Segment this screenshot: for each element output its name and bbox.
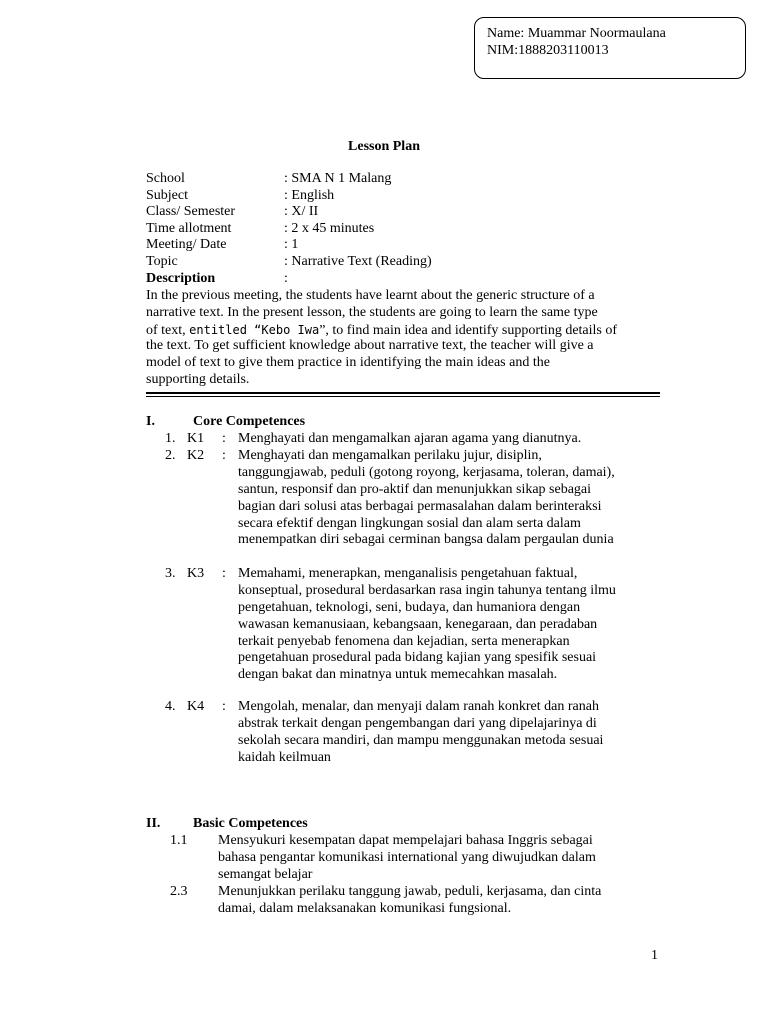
item-code: K1 [187, 431, 205, 446]
text-line: sekolah secara mandiri, dan mampu menggunakan metoda sesuai [238, 732, 604, 748]
item-text [238, 699, 668, 767]
item-text [238, 431, 668, 448]
text-line: Mengolah, menalar, dan menyaji dalam ranah konkret dan ranah [238, 699, 599, 714]
description-line: narrative text. In the present lesson, the students are going to learn the same type [146, 304, 598, 320]
item-number: 1. [165, 431, 176, 446]
meta-row-class [146, 204, 666, 221]
item-code: K2 [187, 448, 205, 463]
meta-row-meeting [146, 237, 666, 254]
description-text: of text, [146, 322, 190, 338]
item-colon: : [222, 431, 226, 446]
meta-value: : 2 x 45 minutes [284, 220, 375, 236]
text-line: kaidah keilmuan [238, 749, 331, 765]
item-text [218, 884, 658, 918]
student-info-box [474, 17, 746, 79]
meta-row-topic [146, 254, 666, 271]
meta-row-time [146, 221, 666, 238]
meta-row-subject [146, 188, 666, 205]
lesson-meta [146, 171, 666, 287]
page-number: 1 [651, 948, 658, 963]
text-line: pengetahuan, teknologi, seni, budaya, dan humaniora dengan [238, 599, 581, 615]
meta-label: Class/ Semester [146, 204, 236, 220]
item-text [238, 566, 668, 684]
item-colon: : [222, 566, 226, 581]
meta-row-school [146, 171, 666, 188]
story-title: entitled “Kebo Iwa [189, 322, 320, 337]
meta-value: : SMA N 1 Malang [284, 171, 392, 186]
meta-label: Description [146, 270, 216, 286]
item-colon: : [222, 448, 226, 463]
item-code: K3 [187, 566, 205, 581]
description-line: the text. To get sufficient knowledge about narrative text, the teacher will give a [146, 338, 594, 354]
section-divider [146, 396, 660, 397]
text-line: secara efektif dengan lingkungan sosial dan alam serta dalam [238, 515, 581, 531]
student-nim: NIM:1888203110013 [487, 43, 609, 58]
meta-label: Time allotment [146, 220, 232, 236]
text-line: dengan bakat dan minatnya untuk memecahkan masalah. [238, 667, 558, 683]
item-number: 3. [165, 566, 176, 581]
meta-label: Meeting/ Date [146, 237, 227, 253]
text-line: konseptual, prosedural berdasarkan rasa ingin tahunya tentang ilmu [238, 582, 616, 598]
section-number: II. [146, 816, 161, 831]
text-line: santun, responsif dan pro-aktif dan menunjukkan sikap sebagai [238, 481, 592, 497]
section-number: I. [146, 414, 155, 429]
description-text: ”, to find main idea and identify supporting details of [319, 322, 618, 338]
meta-value: : Narrative Text (Reading) [284, 253, 432, 269]
text-line: wawasan kemanusiaan, kebangsaan, kenegaraan, dan peradaban [238, 616, 598, 632]
description-line: supporting details. [146, 371, 250, 387]
meta-row-description [146, 271, 666, 288]
description-line: In the previous meeting, the students have learnt about the generic structure of a [146, 288, 595, 303]
description-line: model of text to give them practice in identifying the main ideas and the [146, 355, 550, 371]
meta-label: Topic [146, 253, 178, 269]
item-number: 4. [165, 699, 176, 714]
description-paragraph [146, 288, 656, 389]
meta-label: Subject [146, 187, 188, 203]
page-title: Lesson Plan [348, 139, 420, 154]
text-line: tanggungjawab, peduli (gotong royong, kerjasama, toleran, damai), [238, 464, 615, 480]
text-line: Menunjukkan perilaku tanggung jawab, peduli, kerjasama, dan cinta [218, 884, 602, 899]
text-line: menempatkan diri sebagai cerminan bangsa dalam pergaulan dunia [238, 532, 614, 548]
text-line: Mensyukuri kesempatan dapat mempelajari bahasa Inggris sebagai [218, 833, 593, 848]
text-line: semangat belajar [218, 866, 313, 882]
meta-value: : 1 [284, 237, 299, 253]
description-line [146, 322, 656, 339]
item-number: 1.1 [170, 833, 188, 848]
meta-value: : English [284, 187, 335, 203]
student-name: Name: Muammar Noormaulana [487, 26, 666, 41]
section-title: Core Competences [193, 414, 306, 429]
item-number: 2.3 [170, 884, 188, 899]
text-line: terkait penyebab fenomena dan kejadian, serta menerapkan [238, 633, 570, 649]
meta-label: School [146, 171, 185, 186]
meta-value: : X/ II [284, 204, 319, 220]
item-code: K4 [187, 699, 205, 714]
text-line: Menghayati dan mengamalkan ajaran agama yang dianutnya. [238, 431, 582, 446]
item-text [218, 833, 658, 884]
section-title: Basic Competences [193, 816, 308, 831]
item-text [238, 448, 668, 549]
item-colon: : [222, 699, 226, 714]
meta-value: : [284, 270, 288, 286]
text-line: abstrak terkait dengan pengembangan dari yang dipelajarinya di [238, 715, 597, 731]
text-line: pengetahuan prosedural pada bidang kajian yang spesifik sesuai [238, 650, 597, 666]
text-line: Memahami, menerapkan, menganalisis pengetahuan faktual, [238, 566, 578, 581]
text-line: Menghayati dan mengamalkan perilaku jujur, disiplin, [238, 448, 542, 463]
text-line: damai, dalam melaksanakan komunikasi fungsional. [218, 900, 512, 916]
text-line: bagian dari solusi atas berbagai permasalahan dalam berinteraksi [238, 498, 602, 514]
text-line: bahasa pengantar komunikasi international yang diwujudkan dalam [218, 849, 596, 865]
section-divider [146, 392, 660, 394]
item-number: 2. [165, 448, 176, 463]
